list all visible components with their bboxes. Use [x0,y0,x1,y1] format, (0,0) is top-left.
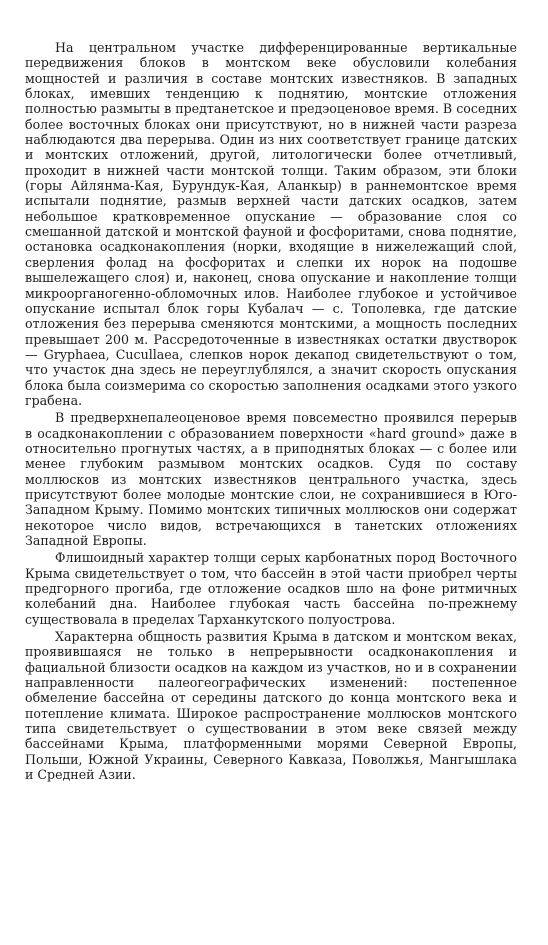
paragraph-4: Характерна общность развития Крыма в датском и монтском веках, проявившаяся не только в непрерывности осадконакопления и фациальной близости осадков на каждом из участков, но и в сохранении направленности палеогеографических изменений: постепенное обмеление бассейна от середины датского до конца монтского века и потепление климата. Широкое распространение моллюсков монтского типа свидетельствует о существовании в этом веке связей между бассейнами Крыма, платформенными морями Северной Европы, Польши, Южной Украины, Северного Кавказа, Поволжья, Мангышлака и Средней Азии. [25,629,517,783]
body-text [25,40,517,783]
paragraph-2: В предверхнепалеоценовое время повсеместно проявился перерыв в осадконакоплении с образованием поверхности «hard ground» даже в относительно прогнутых частях, а в приподнятых блоках — с более или менее глубоким размывом монтских осадков. Судя по составу моллюсков из монтских известняков центрального участка, здесь присутствуют более молодые монтские слои, не сохранившиеся в Юго-Западном Крыму. Помимо монтских типичных моллюсков они содержат некоторое число видов, встречающихся в танетских отложениях Западной Европы. [25,410,517,548]
paragraph-3: Флишоидный характер толщи серых карбонатных пород Восточного Крыма свидетельствует о том, что бассейн в этой части приобрел черты предгорного прогиба, где отложение осадков шло на фоне ритмичных колебаний дна. Наиболее глубокая часть бассейна по-прежнему существовала в пределах Тарханкутского полуострова. [25,550,517,627]
paragraph-1: На центральном участке дифференцированные вертикальные передвижения блоков в монтском веке обусловили колебания мощностей и различия в составе монтских известняков. В западных блоках, имевших тенденцию к поднятию, монтские отложения полностью размыты в предтанетское и предэоценовое время. В соседних более восточных блоках они присутствуют, но в нижней части разреза наблюдаются два перерыва. Один из них соответствует границе датских и монтских отложений, другой, литологически более отчетливый, проходит в нижней части монтской толщи. Таким образом, эти блоки (горы Айлянма-Кая, Бурундук-Кая, Аланкыр) в раннемонтское время испытали поднятие, размыв верхней части датских осадков, затем небольшое кратковременное опускание — образование слоя со смешанной датской и монтской фауной и фосфоритами, снова поднятие, остановка осадконакопления (норки, входящие в нижележащий слой, сверления фолад на фосфоритах и слепки их норок на подошве вышележащего слоя) и, наконец, снова опускание и накопление толщи микроорганогенно-обломочных илов. Наиболее глубокое и устойчивое опускание испытал блок горы Кубалач — с. Тополевка, где датские отложения без перерыва сменяются монтскими, а мощность последних превышает 200 м. Рассредоточенные в известняках остатки двустворок — Gryphaea, Cucullaea, слепков норок декапод свидетельствуют о том, что участок дна здесь не переуглублялся, а значит скорость опускания блока была соизмерима со скоростью заполнения осадками этого узкого грабена. [25,40,517,408]
